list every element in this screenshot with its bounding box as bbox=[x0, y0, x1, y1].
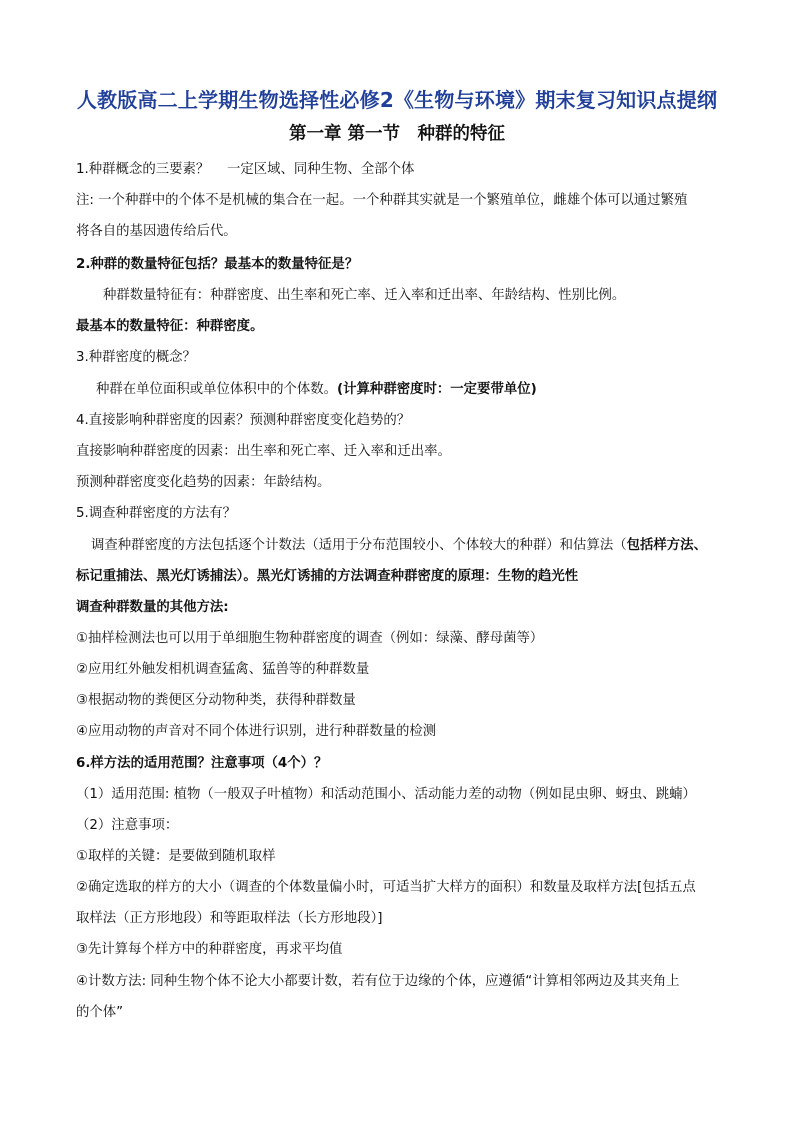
question-4: 4.直接影响种群密度的因素？预测种群密度变化趋势的？ bbox=[76, 413, 411, 428]
answer-5-bold: 包括样方法、 bbox=[626, 538, 707, 553]
answer-4-line-1: 直接影响种群密度的因素：出生率和死亡率、迁入率和迁出率。 bbox=[76, 444, 451, 459]
answer-6-note-4-line-2: 的个体” bbox=[76, 1005, 124, 1020]
answer-6-note-2-line-1: ②确定选取的样方的大小（调查的个体数量偏小时，可适当扩大样方的面积）和数量及取样方法[包括五点 bbox=[76, 880, 696, 895]
other-method-1: ①抽样检测法也可以用于单细胞生物种群密度的调查（例如：绿藻、酵母菌等） bbox=[76, 631, 544, 646]
answer-5-text: 调查种群密度的方法包括逐个计数法（适用于分布范围较小、个体较大的种群）和估算法（ bbox=[91, 538, 627, 553]
other-method-2: ②应用红外触发相机调查猛禽、猛兽等的种群数量 bbox=[76, 662, 370, 677]
other-methods-heading: 调查种群数量的其他方法: bbox=[76, 600, 229, 615]
section-title: 第一章 第一节 种群的特征 bbox=[288, 124, 506, 144]
question-1: 1.种群概念的三要素？ 一定区域、同种生物、全部个体 bbox=[76, 162, 415, 177]
answer-6-note-1: ①取样的关键：是要做到随机取样 bbox=[76, 849, 276, 864]
answer-5-line-2: 标记重捕法、黑光灯诱捕法）。黑光灯诱捕的方法调查种群密度的原理：生物的趋光性 bbox=[76, 569, 579, 584]
note-line-2: 将各自的基因遗传给后代。 bbox=[76, 224, 237, 239]
answer-5-line-1 bbox=[91, 536, 741, 556]
answer-3-note: (计算种群密度时：一定要带单位) bbox=[337, 382, 537, 397]
other-method-4: ④应用动物的声音对不同个体进行识别，进行种群数量的检测 bbox=[76, 724, 437, 739]
answer-2-line-1: 种群数量特征有：种群密度、出生率和死亡率、迁入率和迁出率、年龄结构、性别比例。 bbox=[103, 288, 626, 303]
answer-6-scope: （1）适用范围: 植物（一般双子叶植物）和活动范围小、活动能力差的动物（例如昆虫卵、蚜虫、跳蝻） bbox=[76, 787, 696, 802]
page-title: 人教版高二上学期生物选择性必修2《生物与环境》期末复习知识点提纲 bbox=[76, 88, 718, 112]
answer-6-notes-heading: （2）注意事项： bbox=[76, 818, 179, 833]
answer-6-note-4-line-1: ④计数方法: 同种生物个体不论大小都要计数，若有位于边缘的个体，应遵循“计算相邻两边及其夹角上 bbox=[76, 974, 680, 989]
question-3: 3.种群密度的概念？ bbox=[76, 350, 196, 365]
answer-3-definition: 种群在单位面积或单位体积中的个体数。 bbox=[96, 382, 338, 397]
question-5: 5.调查种群密度的方法有？ bbox=[76, 506, 237, 521]
answer-3 bbox=[96, 380, 746, 400]
answer-6-note-3: ③先计算每个样方中的种群密度，再求平均值 bbox=[76, 942, 343, 957]
question-6: 6.样方法的适用范围？注意事项（4个）？ bbox=[76, 756, 328, 771]
other-method-3: ③根据动物的粪便区分动物种类，获得种群数量 bbox=[76, 693, 356, 708]
answer-4-line-2: 预测种群密度变化趋势的因素：年龄结构。 bbox=[76, 475, 331, 490]
answer-2-line-2: 最基本的数量特征：种群密度。 bbox=[76, 319, 264, 334]
question-2: 2.种群的数量特征包括？最基本的数量特征是？ bbox=[76, 257, 359, 272]
answer-6-note-2-line-2: 取样法（正方形地段）和等距取样法（长方形地段）] bbox=[76, 911, 383, 926]
note-line-1: 注: 一个种群中的个体不是机械的集合在一起。一个种群其实就是一个繁殖单位，雌雄个体可以通过繁殖 bbox=[76, 193, 688, 208]
